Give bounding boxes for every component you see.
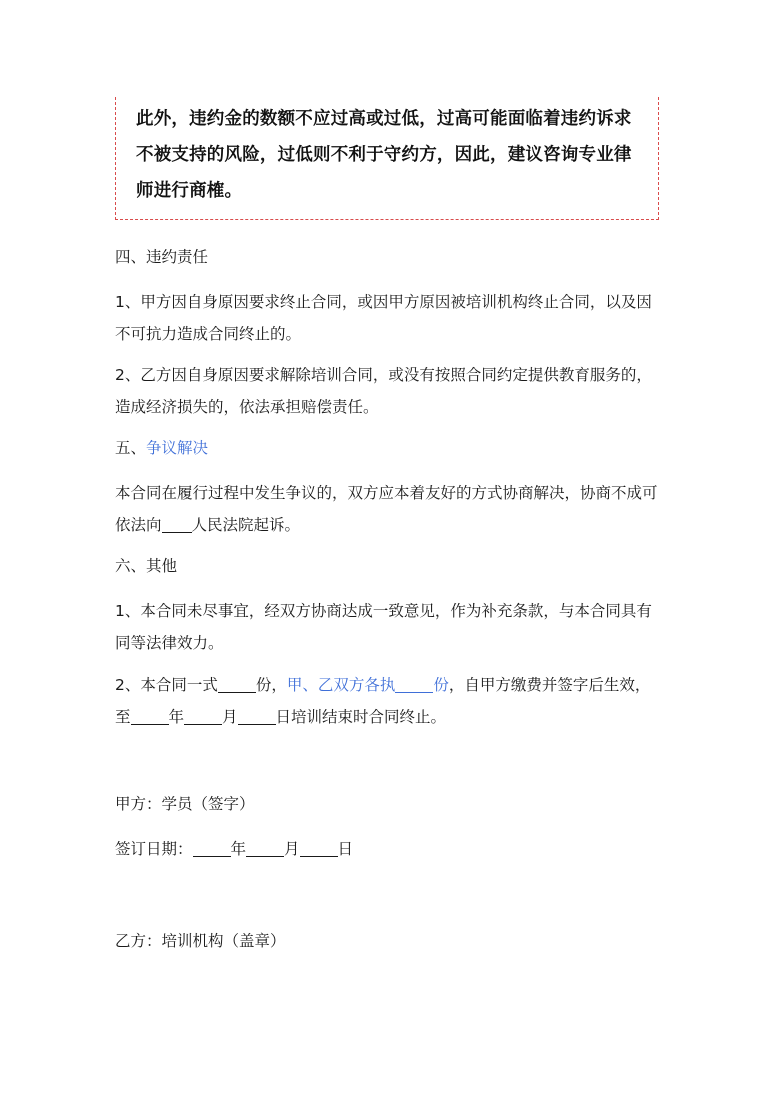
section-5-text — [115, 477, 660, 541]
link-text-b: 份 — [433, 676, 449, 694]
section-5-text-a: 本合同在履行过程中发生争议的，双方应本着友好的方式协商解决，协商不成可依法向 — [115, 484, 658, 534]
highlight-note-box — [115, 97, 659, 220]
item2-month: 月 — [222, 708, 238, 726]
section-4-item-2: 2、乙方因自身原因要求解除培训合同，或没有按照合同约定提供教育服务的，造成经济损失的，依法承担赔偿责任。 — [115, 366, 652, 416]
item2-text-b: 份， — [255, 676, 287, 694]
item2-text-a: 2、本合同一式 — [115, 676, 218, 694]
date-month: 月 — [284, 840, 300, 858]
date-day: 日 — [337, 840, 354, 858]
copies-blank — [218, 674, 256, 693]
section-5-heading — [115, 432, 660, 464]
section-6-item-2 — [115, 669, 660, 733]
link-text-a: 甲、乙双方各执 — [286, 676, 396, 694]
date-year-blank — [193, 838, 231, 857]
section-4-item-1: 1、甲方因自身原因要求终止合同，或因甲方原因被培训机构终止合同，以及因不可抗力造成合同终止的。 — [115, 293, 652, 343]
end-year-blank — [131, 706, 169, 725]
section-6-item-1: 1、本合同未尽事宜，经双方协商达成一致意见，作为补充条款，与本合同具有同等法律效力。 — [115, 602, 652, 652]
dispute-resolution-link[interactable]: 争议解决 — [146, 439, 209, 457]
each-party-copies-link[interactable] — [287, 676, 449, 694]
item2-year: 年 — [168, 708, 185, 726]
party-b-signature: 乙方：培训机构（盖章） — [115, 932, 286, 950]
item2-text-d: 日培训结束时合同终止。 — [275, 708, 447, 726]
date-month-blank — [246, 838, 284, 857]
party-a-signature: 甲方：学员（签字） — [115, 795, 255, 813]
signing-date — [115, 833, 660, 865]
party-copies-blank — [395, 674, 433, 693]
end-day-blank — [238, 706, 276, 725]
date-day-blank — [300, 838, 338, 857]
end-month-blank — [184, 706, 222, 725]
date-label: 签订日期： — [115, 840, 193, 858]
item2-text-c: ，自甲方缴费并签字后生效，至 — [115, 676, 651, 726]
note-text: 此外，违约金的数额不应过高或过低，过高可能面临着违约诉求不被支持的风险，过低则不利于守约方，因此，建议咨询专业律师进行商榷。 — [136, 109, 632, 201]
court-blank — [162, 514, 192, 533]
date-year: 年 — [230, 840, 247, 858]
section-5-prefix: 五、 — [115, 439, 147, 457]
section-4-heading: 四、违约责任 — [115, 248, 209, 266]
section-6-heading: 六、其他 — [115, 557, 178, 575]
section-5-text-b: 人民法院起诉。 — [191, 516, 301, 534]
